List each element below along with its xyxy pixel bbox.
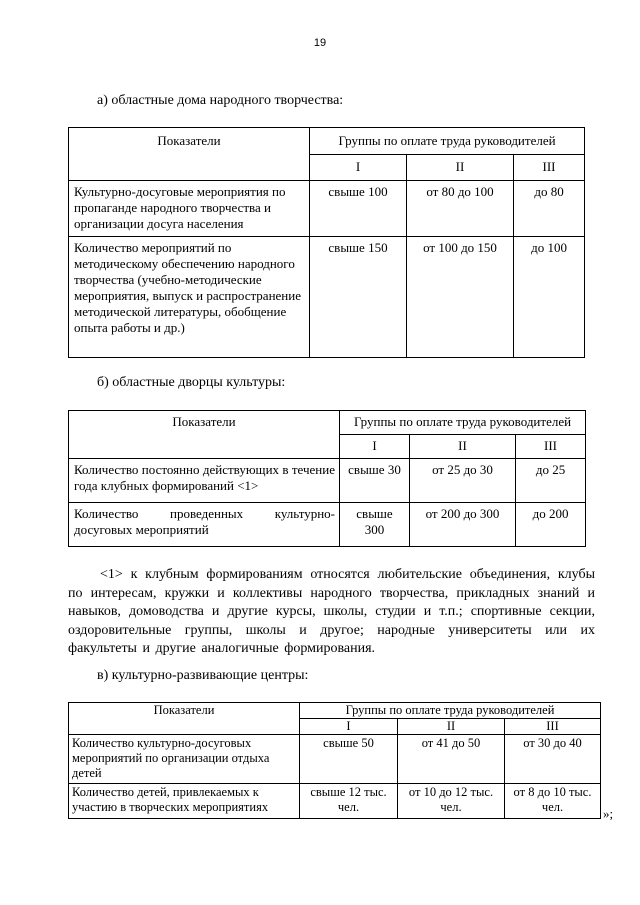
indicator-cell: Количество проведенных культурно-досуговых мероприятий: [69, 503, 340, 547]
group-3-cell: от 30 до 40: [505, 735, 601, 784]
header-group-1: I: [300, 719, 398, 735]
group-2-cell: от 10 до 12 тыс. чел.: [398, 784, 505, 819]
group-3-cell: до 200: [516, 503, 586, 547]
indicator-cell: Количество культурно-досуговых мероприятий по организации отдыха детей: [69, 735, 300, 784]
group-1-cell: свыше 30: [340, 459, 410, 503]
section-b-heading: б) областные дворцы культуры:: [97, 375, 286, 390]
group-2-cell: от 100 до 150: [407, 237, 514, 358]
table-row: [69, 503, 586, 547]
group-2-cell: от 80 до 100: [407, 181, 514, 237]
indicator-cell: Количество мероприятий по методическому обеспечению народного творчества (учебно-методические мероприятия, выпуск и распространение методической литературы, обобщение опыта работы и др.): [69, 237, 310, 358]
section-a-heading: а) областные дома народного творчества:: [97, 93, 344, 108]
header-group-1: I: [310, 155, 407, 181]
group-1-cell: свыше 150: [310, 237, 407, 358]
header-group-2: II: [398, 719, 505, 735]
group-3-cell: до 100: [514, 237, 585, 358]
footnote: [68, 566, 595, 659]
header-groups: Группы по оплате труда руководителей: [310, 128, 585, 155]
indicator-cell: Культурно-досуговые мероприятия по пропаганде народного творчества и организации досуга населения: [69, 181, 310, 237]
table-palaces-of-culture: [68, 410, 586, 547]
table-row: [69, 181, 585, 237]
group-3-cell: от 8 до 10 тыс. чел.: [505, 784, 601, 819]
table-row: [69, 237, 585, 358]
header-group-3: III: [514, 155, 585, 181]
group-1-cell: свыше 300: [340, 503, 410, 547]
group-1-cell: свыше 12 тыс. чел.: [300, 784, 398, 819]
header-indicators: Показатели: [69, 128, 310, 181]
group-1-cell: свыше 50: [300, 735, 398, 784]
table-cultural-development-centers: [68, 702, 601, 819]
table-row: [69, 459, 586, 503]
footnote-text: <1> к клубным формированиям относятся любительские объединения, клубы по интересам, кружки и коллективы народного творчества, прикладных знаний и навыков, домоводства и другие курсы, школы, студии и т.п.; спортивные секции, оздоровительные группы, школы и другое; народные университеты или их факультеты и другие аналогичные формирования.: [68, 567, 595, 656]
table-houses-of-folk-art: [68, 127, 585, 358]
table-row: [69, 735, 601, 784]
indicator-cell: Количество детей, привлекаемых к участию в творческих мероприятиях: [69, 784, 300, 819]
group-2-cell: от 200 до 300: [410, 503, 516, 547]
header-group-2: II: [407, 155, 514, 181]
header-groups: Группы по оплате труда руководителей: [300, 703, 601, 719]
page-number: 19: [313, 37, 327, 49]
header-indicators: Показатели: [69, 411, 340, 459]
indicator-cell: Количество постоянно действующих в течение года клубных формирований <1>: [69, 459, 340, 503]
group-3-cell: до 80: [514, 181, 585, 237]
section-c-heading: в) культурно-развивающие центры:: [97, 668, 309, 683]
group-2-cell: от 41 до 50: [398, 735, 505, 784]
header-group-1: I: [340, 435, 410, 459]
table-row: [69, 784, 601, 819]
group-1-cell: свыше 100: [310, 181, 407, 237]
group-2-cell: от 25 до 30: [410, 459, 516, 503]
group-3-cell: до 25: [516, 459, 586, 503]
header-group-3: III: [505, 719, 601, 735]
header-groups: Группы по оплате труда руководителей: [340, 411, 586, 435]
header-group-2: II: [410, 435, 516, 459]
header-group-3: III: [516, 435, 586, 459]
header-indicators: Показатели: [69, 703, 300, 735]
closing-quote: »;: [603, 806, 614, 821]
